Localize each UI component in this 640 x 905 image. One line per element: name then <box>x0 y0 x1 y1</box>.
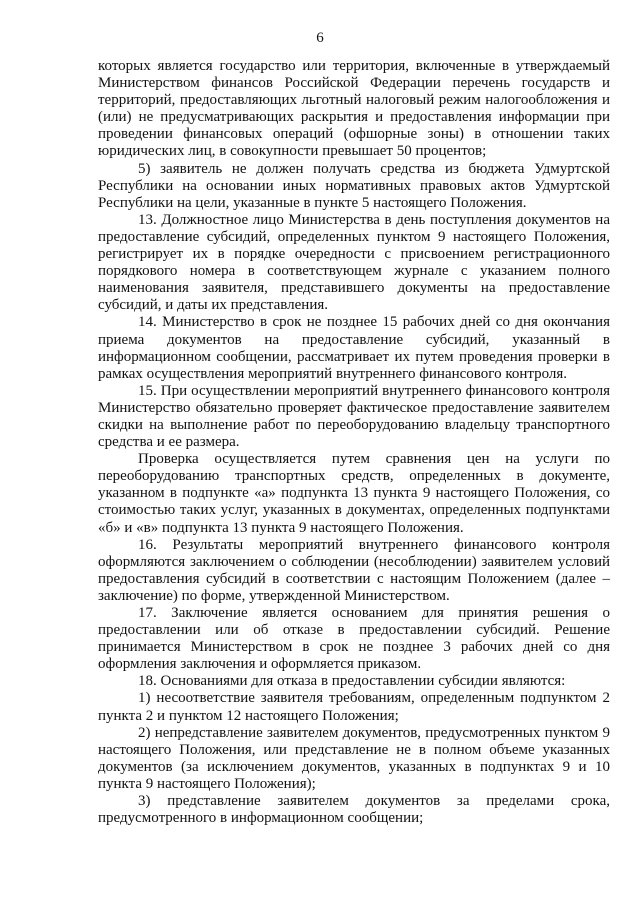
paragraph-refusal-3: 3) представление заявителем документов за пределами срока, предусмотренного в информационном сообщении; <box>98 793 610 827</box>
paragraph-clause-14: 14. Министерство в срок не позднее 15 рабочих дней со дня окончания приема документов на предоставление субсидий, указанный в информационном сообщении, рассматривает их путем проведения проверки в рамках осуществления мероприятий внутреннего финансового контроля. <box>98 314 610 382</box>
paragraph-item-5: 5) заявитель не должен получать средства из бюджета Удмуртской Республики на основании иных нормативных правовых актов Удмуртской Республики на цели, указанные в пункте 5 настоящего Положения. <box>98 160 610 211</box>
paragraph-refusal-1: 1) несоответствие заявителя требованиям, определенным подпунктом 2 пункта 2 и пунктом 12 настоящего Положения; <box>98 690 610 724</box>
page-number: 6 <box>316 30 324 46</box>
paragraph-clause-15: 15. При осуществлении мероприятий внутреннего финансового контроля Министерство обязательно проверяет фактическое предоставление заявителем скидки на выполнение работ по переоборудованию владельцу транспортного средства и ее размера. <box>98 382 610 451</box>
paragraph-clause-16: 16. Результаты мероприятий внутреннего финансового контроля оформляются заключением о соблюдении (несоблюдении) заявителем условий предоставления субсидий в соответствии с настоящим Положением (далее – заключение) по форме, утвержденной Министерством. <box>98 536 610 604</box>
paragraph-clause-18: 18. Основаниями для отказа в предоставлении субсидии являются: <box>138 673 566 690</box>
document-body <box>98 58 610 827</box>
paragraph-clause-17: 17. Заключение является основанием для принятия решения о предоставлении или об отказе в предоставлении субсидий. Решение принимается Министерством в срок не позднее 3 рабочих дней со дня оформления заключения и оформляется приказом. <box>98 605 610 673</box>
paragraph-clause-13: 13. Должностное лицо Министерства в день поступления документов на предоставление субсидий, определенных пунктом 9 настоящего Положения, регистрирует их в порядке очередности с присвоением регистрационного порядкового номера в соответствующем журнале с указанием полного наименования заявителя, представившего документы на предоставление субсидий, и даты их представления. <box>98 211 610 314</box>
paragraph-offshore-continuation: которых является государство или территория, включенные в утверждаемый Министерством финансов Российской Федерации перечень государств и территорий, предоставляющих льготный налоговый режим налогообложения и (или) не предусматривающих раскрытия и предоставления информации при проведении финансовых операций (офшорные зоны) в отношении таких юридических лиц, в совокупности превышает 50 процентов; <box>98 58 610 160</box>
paragraph-refusal-2: 2) непредставление заявителем документов, предусмотренных пунктом 9 настоящего Положения, или представление не в полном объеме указанных документов (за исключением документов, указанных в подпунктах 9 и 10 пункта 9 настоящего Положения); <box>98 724 610 792</box>
paragraph-verification: Проверка осуществляется путем сравнения цен на услуги по переоборудованию транспортных средств, определенных в документе, указанном в подпункте «а» подпункта 13 пункта 9 настоящего Положения, со стоимостью таких услуг, указанных в документах, определенных подпунктами «б» и «в» подпункта 13 пункта 9 настоящего Положения. <box>98 451 610 536</box>
